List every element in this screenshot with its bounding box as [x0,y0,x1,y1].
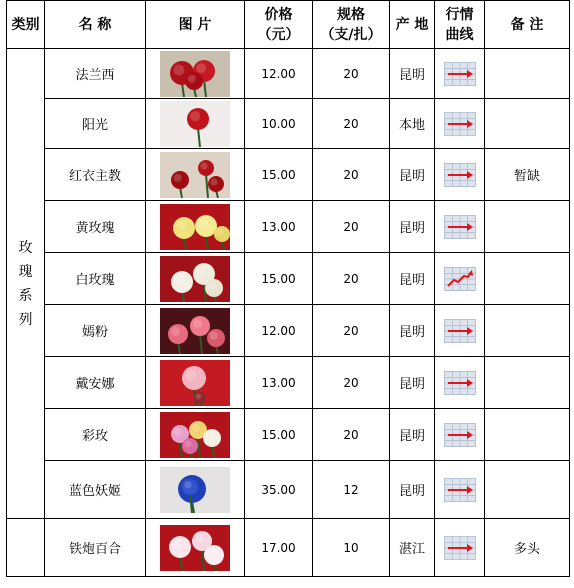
note-value [485,99,570,149]
flower-name: 红衣主教 [45,149,146,201]
trend-flat-chart-icon[interactable] [444,215,476,239]
flower-photo[interactable] [160,204,230,250]
trend-flat-chart-icon[interactable] [444,112,476,136]
origin-value: 昆明 [390,461,435,519]
flower-name: 铁炮百合 [45,519,146,577]
note-value [485,305,570,357]
header-origin: 产 地 [390,1,435,49]
origin-value: 昆明 [390,49,435,99]
flower-photo-cell [146,253,245,305]
trend-cell [435,305,485,357]
flower-name: 白玫瑰 [45,253,146,305]
flower-photo-image [160,51,230,97]
table-row [7,149,570,201]
note-value: 暂缺 [485,149,570,201]
flower-photo[interactable] [160,467,230,513]
note-value [485,409,570,461]
price-value: 12.00 [245,49,313,99]
spec-value: 20 [313,99,390,149]
flower-photo[interactable] [160,101,230,147]
trend-flat-chart-icon[interactable] [444,62,476,86]
flower-photo-image [160,467,230,513]
spec-value: 20 [313,49,390,99]
price-value: 35.00 [245,461,313,519]
origin-value: 昆明 [390,305,435,357]
flower-name: 蓝色妖姬 [45,461,146,519]
flower-name: 彩玫 [45,409,146,461]
flower-photo[interactable] [160,256,230,302]
flower-photo-image [160,256,230,302]
spec-value: 10 [313,519,390,577]
trend-flat-chart-icon[interactable] [444,371,476,395]
table-row [7,461,570,519]
table-row [7,99,570,149]
header-trend-line2: 曲线 [445,26,474,43]
price-value: 13.00 [245,201,313,253]
table-row [7,519,570,577]
spec-value: 20 [313,149,390,201]
spec-value: 12 [313,461,390,519]
note-value [485,357,570,409]
note-value [485,201,570,253]
spec-value: 20 [313,253,390,305]
category-cell [7,519,45,577]
table-row [7,305,570,357]
trend-cell [435,201,485,253]
header-row [7,1,570,49]
header-trend-line1: 行情 [445,6,474,23]
flower-name: 法兰西 [45,49,146,99]
flower-photo-image [160,152,230,198]
flower-photo-cell [146,409,245,461]
table-row [7,253,570,305]
spec-value: 20 [313,201,390,253]
header-category: 类别 [7,1,45,49]
trend-cell [435,99,485,149]
trend-flat-chart-icon[interactable] [444,423,476,447]
price-value: 13.00 [245,357,313,409]
header-picture: 图 片 [146,1,245,49]
price-value: 10.00 [245,99,313,149]
origin-value: 本地 [390,99,435,149]
flower-name: 嫣粉 [45,305,146,357]
table-row [7,49,570,99]
trend-flat-chart-icon[interactable] [444,478,476,502]
trend-up-chart-icon[interactable] [444,267,476,291]
flower-photo[interactable] [160,525,230,571]
table-row [7,357,570,409]
price-value: 15.00 [245,149,313,201]
header-spec-line2: （支/扎） [320,26,382,43]
price-value: 15.00 [245,409,313,461]
origin-value: 昆明 [390,253,435,305]
flower-photo-image [160,360,230,406]
origin-value: 昆明 [390,357,435,409]
origin-value: 湛江 [390,519,435,577]
flower-photo-image [160,101,230,147]
origin-value: 昆明 [390,149,435,201]
table-body [7,49,570,577]
flower-photo-cell [146,357,245,409]
flower-photo[interactable] [160,360,230,406]
flower-name: 阳光 [45,99,146,149]
price-value: 15.00 [245,253,313,305]
spec-value: 20 [313,305,390,357]
origin-value: 昆明 [390,201,435,253]
note-value: 多头 [485,519,570,577]
flower-photo[interactable] [160,152,230,198]
price-value: 12.00 [245,305,313,357]
spec-value: 20 [313,409,390,461]
note-value [485,461,570,519]
flower-photo-cell [146,149,245,201]
flower-photo-cell [146,201,245,253]
header-name: 名 称 [45,1,146,49]
flower-photo[interactable] [160,308,230,354]
flower-photo-image [160,525,230,571]
note-value [485,253,570,305]
header-spec [313,1,390,49]
flower-name: 黄玫瑰 [45,201,146,253]
header-note: 备 注 [485,1,570,49]
table-row [7,201,570,253]
flower-price-table [6,0,570,577]
spec-value: 20 [313,357,390,409]
header-spec-line1: 规格 [337,6,365,23]
note-value [485,49,570,99]
flower-photo-image [160,204,230,250]
flower-photo-cell [146,461,245,519]
origin-value: 昆明 [390,409,435,461]
category-cell [7,49,45,519]
trend-flat-chart-icon[interactable] [444,319,476,343]
header-price-line1: 价格 [264,6,293,23]
table-row [7,409,570,461]
flower-photo-cell [146,305,245,357]
header-price [245,1,313,49]
trend-cell [435,49,485,99]
trend-cell [435,461,485,519]
flower-photo[interactable] [160,51,230,97]
trend-flat-chart-icon[interactable] [444,536,476,560]
flower-photo-image [160,412,230,458]
header-trend [435,1,485,49]
category-label: 玫瑰系列 [18,239,33,328]
trend-flat-chart-icon[interactable] [444,163,476,187]
flower-name: 戴安娜 [45,357,146,409]
flower-photo[interactable] [160,412,230,458]
flower-photo-image [160,308,230,354]
trend-cell [435,149,485,201]
trend-cell [435,253,485,305]
trend-cell [435,409,485,461]
trend-cell [435,357,485,409]
trend-cell [435,519,485,577]
price-value: 17.00 [245,519,313,577]
flower-photo-cell [146,49,245,99]
header-price-line2: （元） [257,26,300,43]
flower-photo-cell [146,99,245,149]
flower-photo-cell [146,519,245,577]
